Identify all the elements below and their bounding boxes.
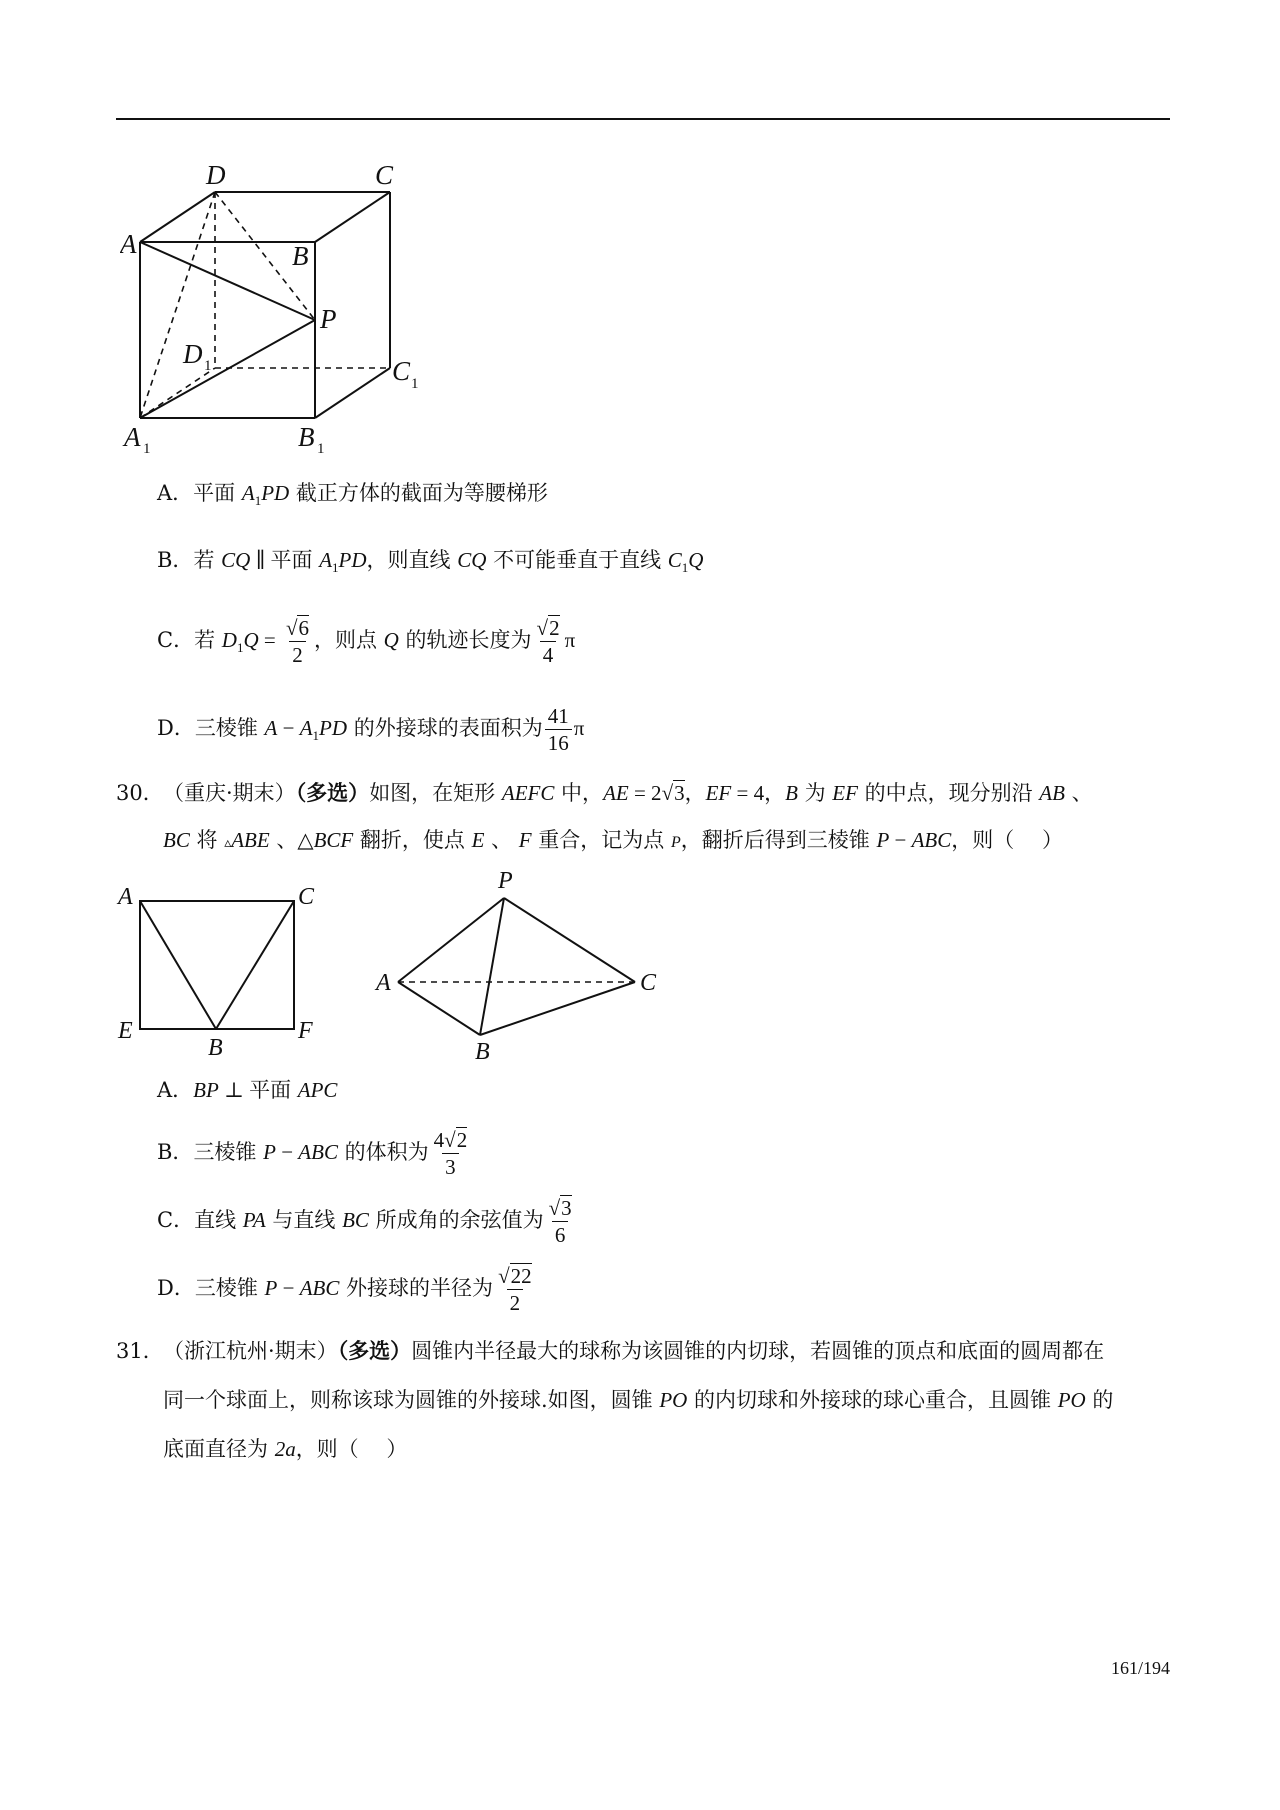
fraction-41-over-16: $\frac{41}{16}$ — [545, 704, 572, 755]
question-30-line1: （重庆·期末）（多选）如图，在矩形 AEFC 中，AE = 2√3，EF = 4，B 为 EF 的中点，现分别沿 AB 、 — [163, 780, 1093, 805]
label-B: B — [208, 1035, 223, 1060]
q30-option-d[interactable]: D．三棱锥 P − ABC 外接球的半径为 $\frac{√22}{2}$ — [157, 1260, 537, 1316]
label-P: P — [320, 304, 337, 334]
label-A: A — [376, 970, 391, 996]
edge-BC — [480, 982, 635, 1035]
rect-aefc — [140, 901, 294, 1029]
question-31-line1: （浙江杭州·期末）（多选）圆锥内半径最大的球称为该圆锥的内切球，若圆锥的顶点和底面的圆周都在 — [163, 1338, 1105, 1363]
label-A: A — [118, 884, 133, 910]
edge-PB — [480, 898, 504, 1035]
label-A: A — [120, 229, 137, 259]
label-C: C — [298, 884, 315, 910]
edge-A1P — [140, 320, 315, 418]
label-E: E — [118, 1018, 133, 1044]
fraction-sqrt22-over-2: $\frac{√22}{2}$ — [498, 1264, 532, 1315]
label-B1-sub: 1 — [317, 441, 325, 457]
edge-DA1 — [140, 192, 215, 418]
question-30-line2: BC 将 ▵ABE 、△BCF 翻折，使点 E 、 F 重合，记为点 P，翻折后得到三棱锥 P − ABC，则（ ） — [163, 828, 1063, 852]
label-C1-sub: 1 — [411, 376, 419, 392]
label-C: C — [640, 970, 657, 996]
label-B1: B — [298, 422, 315, 452]
fraction-sqrt2-over-4: $\frac{√2}{4}$ — [536, 616, 560, 667]
edge-BC — [315, 192, 390, 242]
question-31-number: 31． — [116, 1339, 164, 1363]
label-F: F — [298, 1018, 313, 1044]
label-A1: A — [124, 422, 141, 452]
label-C1: C — [392, 356, 411, 386]
q30-option-c[interactable]: C．直线 PA 与直线 BC 所成角的余弦值为 $\frac{√3}{6}$ — [157, 1192, 577, 1248]
q29-option-c[interactable]: C．若 $D_1Q$ = $\frac{√6}{2}$ ，则点 Q 的轨迹长度为 $\frac{√2}{4}$ π — [157, 616, 576, 667]
label-B: B — [292, 241, 309, 271]
edge-AD — [140, 192, 215, 242]
question-30-number: 30． — [116, 781, 164, 805]
line-CB — [216, 901, 294, 1029]
edge-PA — [398, 898, 504, 982]
label-P: P — [498, 868, 513, 894]
label-A1-sub: 1 — [143, 441, 151, 457]
line-AB — [140, 901, 216, 1029]
edge-AP — [140, 242, 315, 320]
label-D: D — [206, 160, 226, 190]
fraction-sqrt3-over-6: $\frac{√3}{6}$ — [548, 1196, 572, 1247]
header-rule — [116, 118, 1170, 120]
q30-option-a[interactable]: A．BP ⊥ 平面 APC — [157, 1078, 338, 1102]
edge-A1D1 — [140, 368, 215, 418]
question-31-line2: 同一个球面上，则称该球为圆锥的外接球.如图，圆锥 PO 的内切球和外接球的球心重合，且圆锥 PO 的 — [163, 1388, 1114, 1412]
label-C: C — [375, 160, 394, 190]
tetrahedron-pabc-figure — [370, 860, 670, 1060]
label-D1-sub: 1 — [204, 358, 212, 374]
fraction-sqrt6-over-2: $\frac{√6}{2}$ — [285, 616, 309, 667]
edge-AB — [398, 982, 480, 1035]
label-D1: D — [183, 339, 203, 369]
q29-option-a[interactable]: A．平面 $A_1PD$ 截正方体的截面为等腰梯形 — [157, 481, 548, 509]
edge-PC — [504, 898, 635, 982]
question-31-line3: 底面直径为 2a，则（ ） — [163, 1437, 408, 1461]
cube-figure — [120, 160, 440, 460]
edge-B1C1 — [315, 368, 390, 418]
fraction-4sqrt2-over-3: $\frac{4√2}{3}$ — [433, 1128, 468, 1179]
q29-option-b[interactable]: B．若 CQ ∥ 平面 $A_1PD$，则直线 CQ 不可能垂直于直线 $C_1Q$ — [157, 548, 704, 576]
q30-option-b[interactable]: B．三棱锥 P − ABC 的体积为 $\frac{4√2}{3}$ — [157, 1124, 472, 1180]
label-B: B — [475, 1039, 490, 1060]
q29-option-d[interactable]: D．三棱锥 $A - A_1PD$ 的外接球的表面积为 $\frac{41}{16}$ π — [157, 704, 585, 755]
rectangle-aefc-figure — [116, 880, 336, 1060]
page-number: 161/194 — [1110, 1658, 1170, 1678]
